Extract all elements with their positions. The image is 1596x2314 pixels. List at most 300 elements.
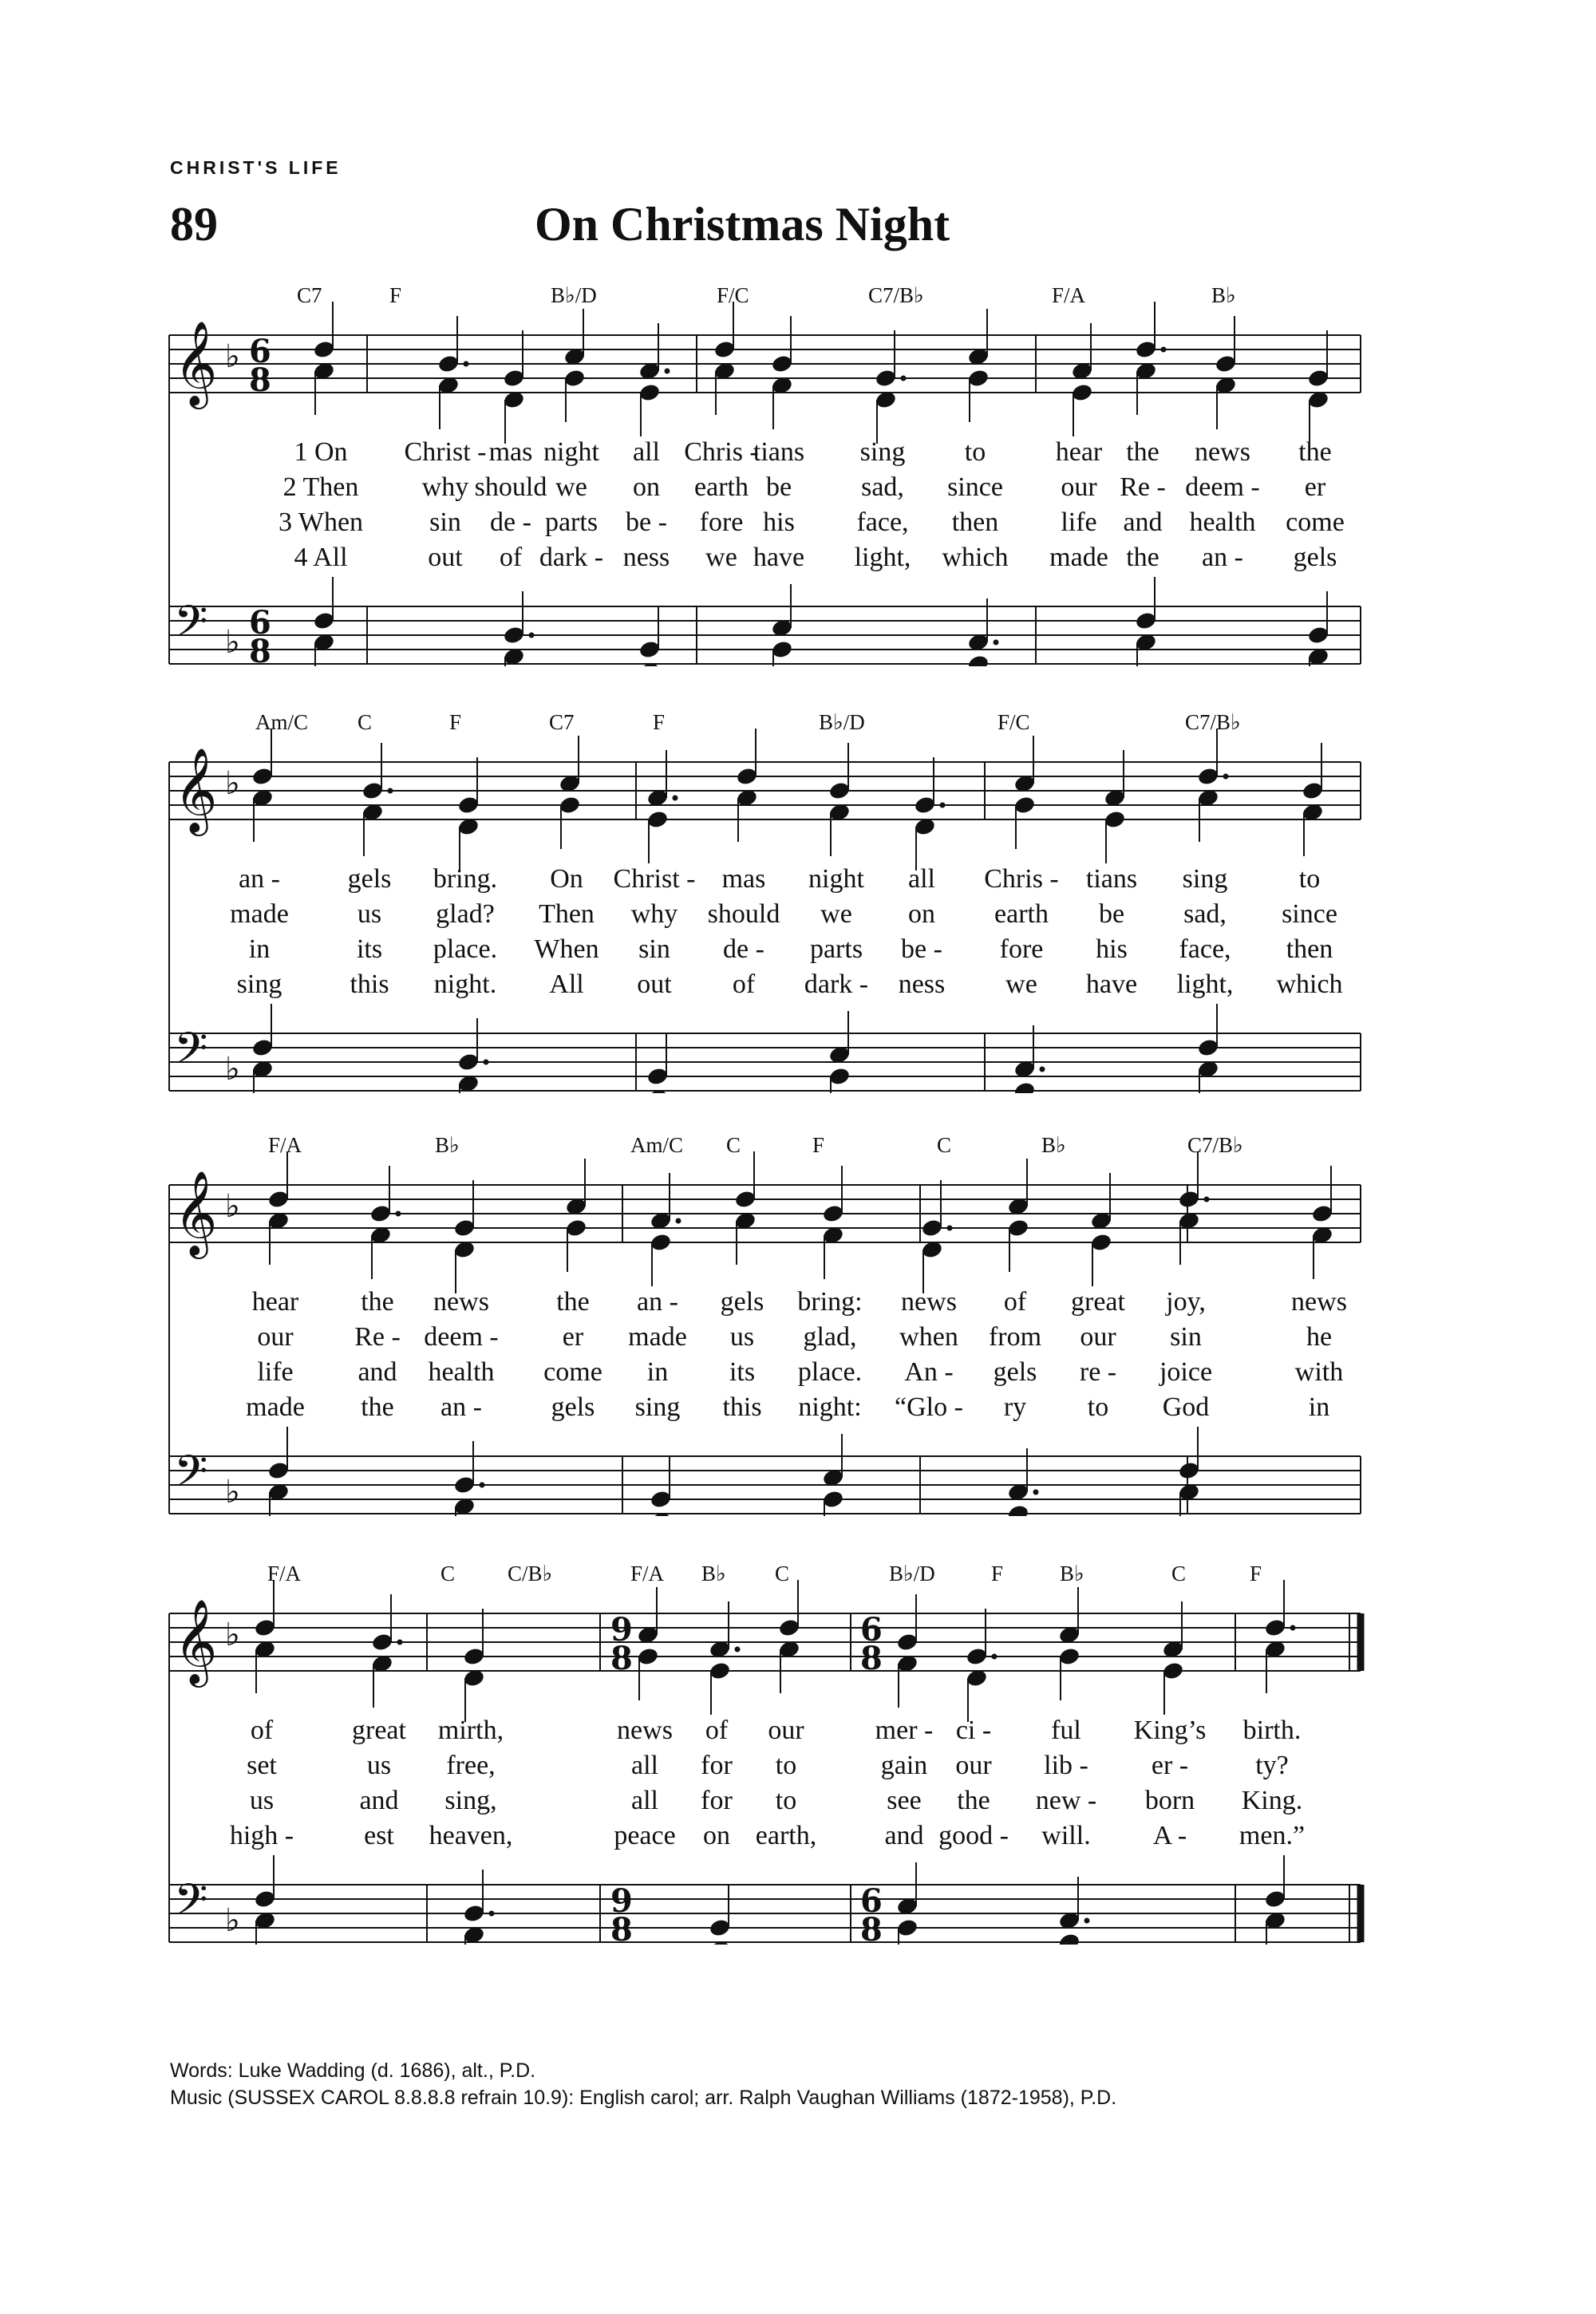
lyric-syllable: an -	[637, 1287, 678, 1317]
lyric-syllable: tians	[753, 437, 805, 467]
lyric-syllable: mas	[488, 437, 533, 467]
dot	[464, 361, 469, 367]
lyric-syllable: then	[951, 507, 999, 537]
lyric-syllable: sin	[1170, 1322, 1202, 1352]
lyric-syllable: to	[1298, 864, 1321, 894]
chord-symbol: B♭	[1211, 283, 1236, 307]
lyric-syllable: God	[1162, 1392, 1210, 1422]
chord-symbol: F/A	[1052, 283, 1086, 307]
lyric-syllable: good -	[938, 1821, 1009, 1850]
chord-symbol: F	[449, 710, 462, 734]
chord-symbol: C/B♭	[508, 1562, 553, 1585]
chord-symbol: C	[775, 1562, 790, 1585]
chord-symbol: C7	[297, 283, 322, 307]
lyric-line	[0, 1786, 1596, 1821]
time-signature-top: 6	[249, 333, 271, 370]
lyric-syllable: er	[562, 1322, 584, 1352]
lyric-line	[0, 1716, 1596, 1751]
lyric-syllable: this	[350, 969, 389, 999]
lyric-syllable: sing	[236, 969, 282, 999]
dot	[1161, 347, 1167, 353]
lyric-syllable: place.	[433, 934, 498, 964]
music-system	[0, 283, 1596, 666]
dot	[489, 1911, 495, 1917]
lyric-syllable: 3 When	[278, 507, 364, 537]
lyric-syllable: mer -	[875, 1716, 934, 1745]
lyric-syllable: our	[768, 1716, 804, 1745]
chord-symbol: F	[389, 283, 402, 307]
chord-symbol: C	[726, 1133, 741, 1157]
lyric-syllable: new -	[1035, 1786, 1097, 1815]
lyric-syllable: we	[555, 472, 587, 502]
lyric-syllable: light,	[1176, 969, 1234, 999]
lyric-line	[0, 899, 1596, 934]
lyric-syllable: tians	[1085, 864, 1138, 894]
dot	[665, 369, 670, 374]
lyric-syllable: be	[1098, 899, 1125, 929]
lyric-syllable: sing	[859, 437, 906, 467]
time-signature-top: 6	[860, 1611, 883, 1649]
lyric-syllable: for	[701, 1786, 733, 1815]
lyric-syllable: come	[543, 1357, 602, 1387]
lyric-syllable: ty?	[1255, 1751, 1289, 1780]
lyric-syllable: deem -	[424, 1322, 499, 1352]
lyric-syllable: gels	[1293, 543, 1337, 572]
lyric-syllable: all	[908, 864, 935, 894]
lyric-syllable: since	[947, 472, 1003, 502]
chord-symbol: F	[1250, 1562, 1262, 1585]
lyric-syllable: sing	[634, 1392, 681, 1422]
time-signature-bottom: 8	[860, 1640, 883, 1677]
time-signature-top: 6	[249, 604, 271, 642]
lyric-syllable: sin	[429, 507, 461, 537]
lyric-syllable: in	[248, 934, 271, 964]
chord-symbol: B♭	[1060, 1562, 1084, 1585]
lyric-syllable: why	[630, 899, 678, 929]
key-signature-flat: ♭	[225, 1188, 240, 1225]
lyric-syllable: the	[556, 1287, 590, 1317]
lyric-syllable: with	[1294, 1357, 1344, 1387]
bass-clef: 𝄢	[174, 1874, 208, 1936]
lyric-syllable: re -	[1079, 1357, 1117, 1387]
dot	[1223, 774, 1229, 780]
lyric-syllable: gain	[880, 1751, 928, 1780]
lyric-syllable: sing,	[444, 1786, 497, 1815]
lyric-syllable: all	[631, 1751, 658, 1780]
lyric-syllable: hear	[251, 1287, 299, 1317]
lyric-syllable: free,	[446, 1751, 496, 1780]
lyric-syllable: to	[775, 1751, 797, 1780]
lyric-syllable: of	[732, 969, 756, 999]
lyric-syllable: which	[1276, 969, 1343, 999]
lyric-syllable: to	[1087, 1392, 1109, 1422]
key-signature-flat: ♭	[225, 624, 240, 661]
lyric-syllable: our	[1061, 472, 1097, 502]
lyric-syllable: face,	[1179, 934, 1231, 964]
time-signature-bottom: 8	[249, 361, 271, 399]
treble-clef: 𝄞	[174, 1598, 218, 1684]
lyric-syllable: Then	[539, 899, 595, 929]
chord-symbol: C7/B♭	[868, 283, 924, 307]
key-signature-flat: ♭	[225, 338, 240, 375]
lyric-syllable: our	[1080, 1322, 1116, 1352]
lyric-syllable: de -	[723, 934, 764, 964]
lyric-syllable: us	[249, 1786, 275, 1815]
lyric-syllable: will.	[1041, 1821, 1091, 1850]
lyric-syllable: bring:	[797, 1287, 863, 1317]
lyric-syllable: should	[707, 899, 780, 929]
lyric-syllable: his	[763, 507, 795, 537]
bass-clef: 𝄢	[174, 1446, 208, 1507]
lyric-syllable: us	[357, 899, 382, 929]
lyric-line	[0, 1392, 1596, 1427]
lyric-syllable: be -	[626, 507, 667, 537]
key-signature-flat: ♭	[225, 765, 240, 802]
lyric-syllable: the	[1126, 437, 1159, 467]
lyric-syllable: bring.	[433, 864, 498, 894]
lyric-syllable: all	[631, 1786, 658, 1815]
lyric-syllable: gels	[551, 1392, 595, 1422]
dot	[480, 1483, 485, 1488]
dot	[992, 1654, 998, 1660]
lyric-syllable: its	[356, 934, 383, 964]
lyric-syllable: of	[250, 1716, 274, 1745]
chord-symbol: B♭	[701, 1562, 726, 1585]
lyric-syllable: mirth,	[437, 1716, 504, 1745]
lyric-syllable: King.	[1241, 1786, 1303, 1815]
chord-symbol: C	[358, 710, 373, 734]
lyric-syllable: his	[1096, 934, 1128, 964]
lyric-syllable: in	[1308, 1392, 1330, 1422]
treble-clef: 𝄞	[174, 747, 218, 832]
credits	[170, 2057, 1116, 2111]
lyric-syllable: earth	[994, 899, 1049, 929]
lyric-syllable: gels	[347, 864, 392, 894]
dot	[940, 803, 946, 808]
lyric-syllable: er -	[1151, 1751, 1189, 1780]
lyric-syllable: gels	[720, 1287, 764, 1317]
lyric-syllable: “Glo -	[895, 1392, 963, 1422]
lyric-syllable: since	[1282, 899, 1337, 929]
lyric-syllable: joice	[1159, 1357, 1213, 1387]
lyric-syllable: the	[1298, 437, 1332, 467]
chord-symbol: F/A	[268, 1133, 302, 1157]
dot	[673, 796, 678, 801]
lyric-line	[0, 437, 1596, 472]
lyric-line	[0, 1821, 1596, 1856]
dot	[1290, 1625, 1296, 1631]
lyric-syllable: night	[543, 437, 599, 467]
lyric-syllable: de -	[490, 507, 531, 537]
lyric-syllable: and	[359, 1786, 399, 1815]
music-system	[0, 1562, 1596, 1945]
lyric-syllable: on	[908, 899, 935, 929]
lyric-syllable: news	[901, 1287, 957, 1317]
lyric-line	[0, 934, 1596, 969]
dot	[1084, 1918, 1090, 1924]
lyric-syllable: we	[820, 899, 852, 929]
lyric-syllable: dark -	[804, 969, 869, 999]
lyric-line	[0, 543, 1596, 578]
lyric-syllable: night.	[433, 969, 497, 999]
dot	[947, 1226, 953, 1231]
lyric-syllable: fore	[999, 934, 1044, 964]
dot	[484, 1060, 489, 1065]
lyric-syllable: should	[474, 472, 547, 502]
lyric-syllable: have	[1085, 969, 1138, 999]
lyric-syllable: An -	[904, 1357, 954, 1387]
lyric-line	[0, 1751, 1596, 1786]
lyric-syllable: glad?	[436, 899, 495, 929]
lyric-syllable: earth,	[755, 1821, 817, 1850]
lyric-syllable: made	[1049, 543, 1108, 572]
lyric-syllable: an -	[239, 864, 280, 894]
lyric-syllable: of	[499, 543, 523, 572]
lyric-syllable: face,	[856, 507, 909, 537]
hymn-number: 89	[170, 198, 218, 251]
lyric-syllable: for	[701, 1751, 733, 1780]
chord-symbol: C	[937, 1133, 952, 1157]
lyric-syllable: on	[633, 472, 660, 502]
lyric-syllable: great	[352, 1716, 406, 1745]
chord-symbol: F/A	[630, 1562, 665, 1585]
lyric-syllable: joy,	[1166, 1287, 1206, 1317]
chord-symbol: C7/B♭	[1185, 710, 1241, 734]
lyric-syllable: night	[808, 864, 864, 894]
lyric-syllable: ness	[898, 969, 946, 999]
chord-symbol: F/C	[998, 710, 1030, 734]
lyric-syllable: news	[617, 1716, 673, 1745]
hymn-title: On Christmas Night	[535, 198, 950, 251]
lyric-syllable: est	[364, 1821, 394, 1850]
chord-symbol: C7	[549, 710, 575, 734]
key-signature-flat: ♭	[225, 1051, 240, 1088]
lyric-syllable: fore	[699, 507, 744, 537]
treble-clef: 𝄞	[174, 1170, 218, 1255]
lyric-syllable: gels	[993, 1357, 1037, 1387]
lyric-line	[0, 864, 1596, 899]
lyric-syllable: and	[358, 1357, 397, 1387]
chord-symbol: C	[1171, 1562, 1187, 1585]
lyric-syllable: Christ -	[404, 437, 487, 467]
lyric-syllable: and	[1123, 507, 1163, 537]
lyric-syllable: All	[549, 969, 584, 999]
lyric-syllable: sing	[1182, 864, 1228, 894]
section-label: CHRIST'S LIFE	[170, 157, 342, 178]
credits-music: Music (SUSSEX CAROL 8.8.8.8 refrain 10.9): English carol; arr. Ralph Vaughan Williams (1872-1958), P.D.	[170, 2087, 1117, 2109]
lyric-syllable: heaven,	[429, 1821, 513, 1850]
lyric-syllable: the	[957, 1786, 990, 1815]
key-signature-flat: ♭	[225, 1617, 240, 1653]
chord-symbol: F	[812, 1133, 825, 1157]
lyric-syllable: our	[257, 1322, 294, 1352]
time-signature-bottom: 8	[249, 633, 271, 666]
music-system	[0, 1133, 1596, 1516]
lyric-syllable: have	[753, 543, 805, 572]
lyric-syllable: Re -	[354, 1322, 401, 1352]
lyric-syllable: ful	[1051, 1716, 1081, 1745]
lyric-syllable: parts	[544, 507, 598, 537]
lyric-syllable: then	[1286, 934, 1333, 964]
lyric-syllable: why	[421, 472, 469, 502]
dot	[735, 1647, 741, 1653]
lyric-syllable: glad,	[803, 1322, 857, 1352]
lyric-syllable: to	[964, 437, 986, 467]
lyric-syllable: Re -	[1120, 472, 1166, 502]
lyric-syllable: see	[887, 1786, 922, 1815]
chord-symbol: C	[440, 1562, 456, 1585]
lyric-syllable: ry	[1003, 1392, 1027, 1422]
lyric-syllable: come	[1286, 507, 1345, 537]
time-signature-top: 6	[860, 1882, 883, 1920]
lyric-syllable: when	[899, 1322, 958, 1352]
lyric-syllable: mas	[721, 864, 766, 894]
lyric-syllable: health	[428, 1357, 495, 1387]
lyric-line	[0, 1287, 1596, 1322]
dot	[529, 633, 535, 638]
lyric-line	[0, 1357, 1596, 1392]
lyric-syllable: 2 Then	[282, 472, 359, 502]
lyric-syllable: and	[884, 1821, 924, 1850]
lyric-syllable: A -	[1152, 1821, 1187, 1850]
bass-clef: 𝄢	[174, 596, 208, 657]
time-signature-bottom: 8	[610, 1640, 633, 1677]
lyric-syllable: 4 All	[294, 543, 348, 572]
dot	[1033, 1490, 1039, 1495]
dot	[388, 788, 393, 794]
lyric-syllable: news	[1291, 1287, 1347, 1317]
lyric-syllable: Christ -	[613, 864, 696, 894]
lyric-syllable: made	[628, 1322, 687, 1352]
chord-symbol: B♭/D	[551, 283, 597, 307]
lyric-syllable: an -	[1202, 543, 1243, 572]
dot	[676, 1218, 681, 1224]
lyric-syllable: ci -	[955, 1716, 992, 1745]
chord-symbol: F	[991, 1562, 1004, 1585]
chord-symbol: B♭/D	[889, 1562, 935, 1585]
lyric-syllable: hear	[1055, 437, 1103, 467]
lyric-syllable: its	[729, 1357, 756, 1387]
lyric-syllable: life	[1061, 507, 1097, 537]
lyric-syllable: us	[366, 1751, 392, 1780]
lyric-syllable: parts	[809, 934, 863, 964]
lyric-syllable: made	[246, 1392, 305, 1422]
lyric-syllable: lib -	[1044, 1751, 1088, 1780]
lyric-syllable: of	[705, 1716, 729, 1745]
lyric-syllable: men.”	[1238, 1821, 1306, 1850]
lyric-syllable: the	[361, 1287, 394, 1317]
key-signature-flat: ♭	[225, 1902, 240, 1939]
lyric-syllable: on	[703, 1821, 730, 1850]
lyric-syllable: us	[729, 1322, 755, 1352]
lyric-syllable: our	[955, 1751, 992, 1780]
lyric-line	[0, 1322, 1596, 1357]
time-signature-top: 9	[610, 1611, 633, 1649]
lyric-syllable: Chris -	[984, 864, 1059, 894]
chord-symbol: F/C	[717, 283, 749, 307]
lyric-syllable: high -	[229, 1821, 294, 1850]
chord-symbol: F/A	[267, 1562, 302, 1585]
chord-symbol: B♭	[1041, 1133, 1066, 1157]
lyric-syllable: King’s	[1133, 1716, 1207, 1745]
lyric-syllable: the	[361, 1392, 394, 1422]
lyric-syllable: news	[433, 1287, 489, 1317]
lyric-syllable: life	[257, 1357, 294, 1387]
lyric-syllable: light,	[854, 543, 911, 572]
dot	[901, 376, 907, 381]
time-signature-bottom: 8	[610, 1911, 633, 1945]
dot	[1040, 1067, 1045, 1072]
lyric-syllable: of	[1003, 1287, 1027, 1317]
chord-symbol: B♭	[435, 1133, 460, 1157]
dot	[396, 1211, 401, 1217]
lyric-syllable: sad,	[861, 472, 904, 502]
lyric-syllable: sad,	[1183, 899, 1227, 929]
lyric-syllable: made	[230, 899, 289, 929]
lyric-syllable: 1 On	[294, 437, 348, 467]
lyric-syllable: be	[765, 472, 792, 502]
lyric-syllable: er	[1304, 472, 1326, 502]
chord-symbol: C7/B♭	[1187, 1133, 1243, 1157]
lyric-syllable: dark -	[539, 543, 604, 572]
music-system	[0, 710, 1596, 1093]
chord-symbol: Am/C	[255, 710, 309, 734]
lyric-syllable: place.	[797, 1357, 863, 1387]
lyric-syllable: out	[637, 969, 672, 999]
lyric-syllable: peace	[614, 1821, 676, 1850]
lyric-syllable: he	[1306, 1322, 1333, 1352]
lyric-syllable: earth	[694, 472, 749, 502]
treble-clef: 𝄞	[174, 320, 218, 405]
lyric-syllable: ness	[622, 543, 670, 572]
lyric-syllable: sin	[638, 934, 670, 964]
lyric-syllable: from	[988, 1322, 1042, 1352]
lyric-syllable: be -	[901, 934, 942, 964]
lyric-syllable: deem -	[1185, 472, 1260, 502]
lyric-line	[0, 507, 1596, 543]
lyric-syllable: health	[1189, 507, 1256, 537]
lyric-syllable: news	[1195, 437, 1250, 467]
lyric-syllable: out	[428, 543, 463, 572]
time-signature-top: 9	[610, 1882, 633, 1920]
lyric-syllable: set	[247, 1751, 277, 1780]
lyric-syllable: we	[705, 543, 737, 572]
lyric-syllable: all	[633, 437, 660, 467]
lyric-syllable: great	[1071, 1287, 1125, 1317]
lyric-line	[0, 969, 1596, 1005]
lyric-syllable: in	[646, 1357, 669, 1387]
lyric-syllable: When	[534, 934, 599, 964]
dot	[994, 640, 999, 646]
lyric-syllable: Chris -	[684, 437, 759, 467]
dot	[397, 1640, 403, 1645]
chord-symbol: B♭/D	[819, 710, 865, 734]
lyric-syllable: birth.	[1242, 1716, 1302, 1745]
lyric-syllable: born	[1144, 1786, 1195, 1815]
lyric-line	[0, 472, 1596, 507]
lyric-syllable: which	[942, 543, 1009, 572]
lyric-syllable: the	[1126, 543, 1159, 572]
credits-words: Words: Luke Wadding (d. 1686), alt., P.D.	[170, 2059, 536, 2082]
chord-symbol: Am/C	[630, 1133, 684, 1157]
lyric-syllable: night:	[798, 1392, 862, 1422]
chord-symbol: F	[653, 710, 666, 734]
lyric-syllable: an -	[440, 1392, 482, 1422]
lyric-syllable: this	[722, 1392, 762, 1422]
bass-clef: 𝄢	[174, 1023, 208, 1084]
key-signature-flat: ♭	[225, 1474, 240, 1510]
lyric-syllable: On	[550, 864, 583, 894]
